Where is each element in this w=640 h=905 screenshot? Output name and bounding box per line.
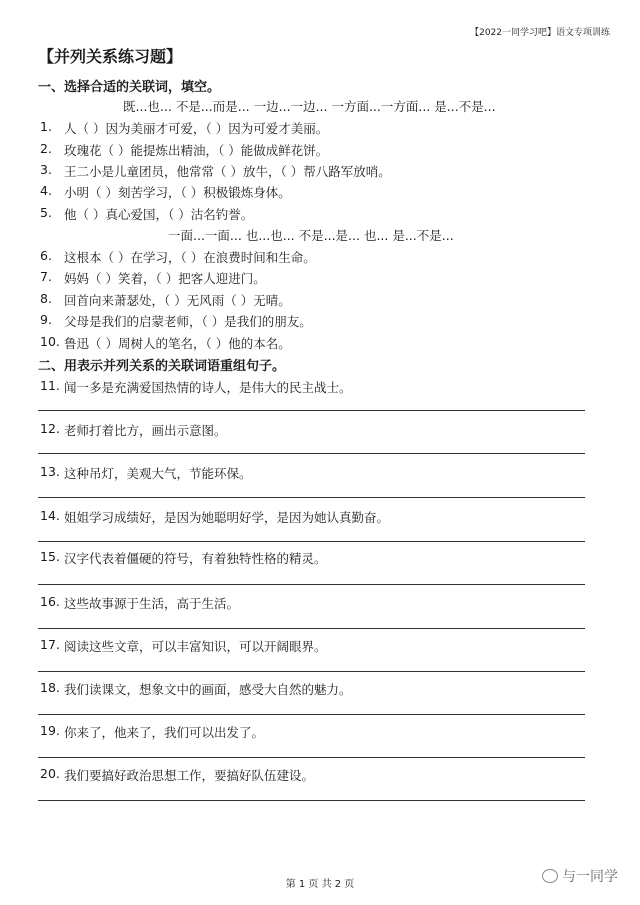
question-text: 小明（ ）刻苦学习，（ ）积极锻炼身体。: [64, 185, 291, 200]
answer-line-15[interactable]: [38, 584, 585, 585]
word-bank-1: 既...也... 不是...而是... 一边...一边... 一方面...一方面... 是...不是...: [123, 99, 496, 114]
question-6: [40, 248, 316, 266]
question-text: 姐姐学习成绩好，是因为她聪明好学，是因为她认真勤奋。: [64, 510, 390, 525]
question-5: [40, 205, 253, 223]
question-text: 闻一多是充满爱国热情的诗人，是伟大的民主战士。: [64, 380, 352, 395]
section-1-heading: 一、选择合适的关联词，填空。: [38, 80, 221, 95]
answer-line-13[interactable]: [38, 497, 585, 498]
answer-line-17[interactable]: [38, 671, 585, 672]
answer-line-20[interactable]: [38, 800, 585, 801]
question-number: 16.: [40, 594, 60, 609]
question-number: 15.: [40, 549, 60, 564]
question-text: 王二小是儿童团员，他常常（ ）放牛，（ ）帮八路军放哨。: [64, 164, 391, 179]
question-text: 鲁迅（ ）周树人的笔名，（ ）他的本名。: [64, 336, 291, 351]
question-number: 18.: [40, 680, 60, 695]
question-number: 7.: [40, 269, 52, 284]
question-number: 8.: [40, 291, 52, 306]
question-10: [40, 334, 291, 352]
question-text: 你来了，他来了，我们可以出发了。: [64, 725, 265, 740]
question-18: [40, 680, 352, 698]
question-text: 父母是我们的启蒙老师，（ ）是我们的朋友。: [64, 314, 312, 329]
question-number: 13.: [40, 464, 60, 479]
question-2: [40, 141, 328, 159]
question-text: 这根本（ ）在学习，（ ）在浪费时间和生命。: [64, 250, 316, 265]
question-number: 1.: [40, 119, 52, 134]
watermark-text: 与一同学: [562, 869, 618, 885]
question-4: [40, 183, 291, 201]
question-number: 12.: [40, 421, 60, 436]
wechat-icon: [542, 869, 558, 883]
question-text: 妈妈（ ）笑着，（ ）把客人迎进门。: [64, 271, 266, 286]
header-tag: 【2022一同学习吧】语文专项训练: [470, 28, 610, 38]
question-number: 6.: [40, 248, 52, 263]
question-text: 回首向来萧瑟处，（ ）无风雨（ ）无晴。: [64, 293, 291, 308]
question-1: [40, 119, 328, 137]
question-number: 11.: [40, 378, 60, 393]
question-text: 玫瑰花（ ）能提炼出精油，（ ）能做成鲜花饼。: [64, 143, 329, 158]
question-3: [40, 162, 391, 180]
question-number: 3.: [40, 162, 52, 177]
page-number: 第 1 页 共 2 页: [285, 879, 355, 890]
answer-line-12[interactable]: [38, 453, 585, 454]
question-14: [40, 508, 389, 526]
question-13: [40, 464, 252, 482]
question-text: 阅读这些文章，可以丰富知识，可以开阔眼界。: [64, 639, 327, 654]
question-7: [40, 269, 266, 287]
question-number: 9.: [40, 312, 52, 327]
question-19: [40, 723, 264, 741]
section-2-heading: 二、用表示并列关系的关联词语重组句子。: [38, 359, 286, 374]
question-15: [40, 549, 327, 567]
answer-line-11[interactable]: [38, 410, 585, 411]
answer-line-14[interactable]: [38, 541, 585, 542]
question-number: 2.: [40, 141, 52, 156]
question-number: 10.: [40, 334, 60, 349]
question-11: [40, 378, 352, 396]
question-number: 19.: [40, 723, 60, 738]
page-title: 【并列关系练习题】: [38, 47, 183, 66]
question-8: [40, 291, 291, 309]
question-9: [40, 312, 312, 330]
answer-line-18[interactable]: [38, 714, 585, 715]
question-number: 17.: [40, 637, 60, 652]
watermark: [542, 866, 618, 886]
question-text: 老师打着比方，画出示意图。: [64, 423, 227, 438]
question-20: [40, 766, 314, 784]
question-text: 他（ ）真心爱国，（ ）沽名钓誉。: [64, 207, 254, 222]
question-17: [40, 637, 327, 655]
question-16: [40, 594, 239, 612]
question-text: 我们读课文，想象文中的画面，感受大自然的魅力。: [64, 682, 352, 697]
word-bank-2: 一面...一面... 也...也... 不是...是... 也... 是...不是...: [168, 228, 454, 243]
question-number: 20.: [40, 766, 60, 781]
question-number: 14.: [40, 508, 60, 523]
answer-line-16[interactable]: [38, 628, 585, 629]
question-text: 我们要搞好政治思想工作，要搞好队伍建设。: [64, 768, 315, 783]
question-text: 这些故事源于生活，高于生活。: [64, 596, 240, 611]
answer-line-19[interactable]: [38, 757, 585, 758]
question-text: 汉字代表着僵硬的符号，有着独特性格的精灵。: [64, 551, 327, 566]
question-text: 人（ ）因为美丽才可爱，（ ）因为可爱才美丽。: [64, 121, 329, 136]
question-number: 4.: [40, 183, 52, 198]
question-12: [40, 421, 227, 439]
question-text: 这种吊灯，美观大气，节能环保。: [64, 466, 252, 481]
question-number: 5.: [40, 205, 52, 220]
